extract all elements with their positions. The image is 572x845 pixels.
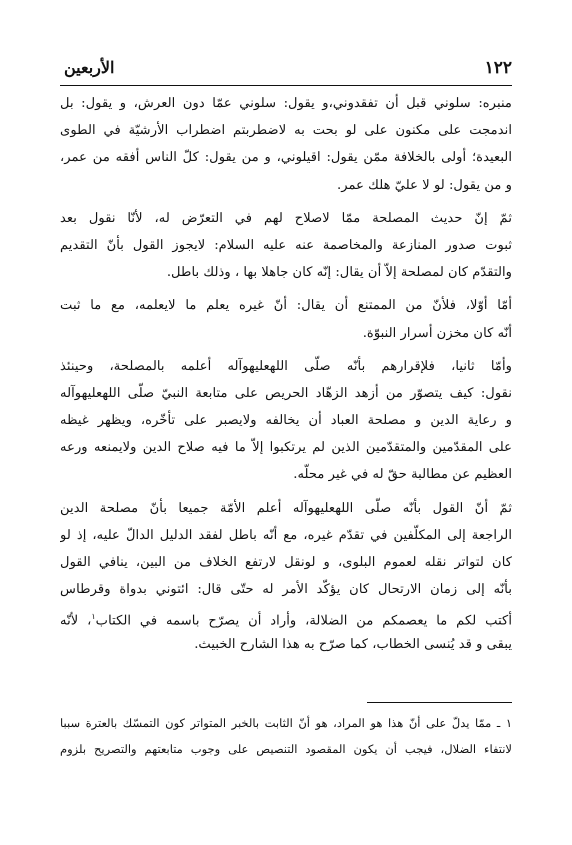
text-line: الراجعة إلى المكلّفين في تقدّم غيره، مع أنّه باطل لفقد الدليل الدالّ عليه، إذ لو	[60, 527, 512, 543]
footnote-rule	[367, 702, 512, 703]
footnote-marker: ١	[91, 612, 96, 622]
footnotes	[60, 710, 512, 762]
text-line: ثبوت صدور المنازعة والمخاصمة عنه عليه السلام: لايجوز القول بأنّ التقديم	[60, 237, 512, 253]
text-line: أنّه كان مخزن أسرار النبوّة.	[362, 325, 512, 341]
text-line: أكتب لكم ما يعصمكم من الضلالة، وأراد أن يصرّح باسمه في الكتاب$^١$، لأنّه	[60, 612, 512, 629]
text-line: والتقدّم كان لمصلحة إلاّ أن يقال: إنّه كان جاهلا بها ، وذلك باطل.	[166, 265, 512, 281]
text-line: و رعاية الدين و مصلحة العباد أن يخالفه ولايصبر على تأخّره، ويظهر غيظه	[60, 413, 512, 429]
text-line: أمّا أوّلا، فلأنّ من الممتنع أن يقال: أنّ غيره يعلم ما لايعلمه، مع ما ثبت	[60, 298, 512, 314]
header-rule	[60, 85, 512, 86]
text-line: العظيم عن مطالبة حقّ له في غير محلّه.	[293, 467, 512, 483]
page-header	[60, 58, 512, 84]
text-line: و من يقول: لو لا عليّ هلك عمر.	[337, 177, 512, 193]
text-line: بأنّه إلى زمان الارتحال كان يؤكّد الأمر له حتّى قال: ائتوني بدواة وقرطاس	[60, 582, 512, 598]
text-line: وأمّا ثانيا، فلإقرارهم بأنّه صلّى اللهعليهوآله أعلمه بالمصلحة، وحينئذ	[60, 358, 512, 374]
text-line: كان لتواتر نقله لعموم البلوى، و لونقل لارتفع الخلاف من البين، ينافي القول	[60, 555, 512, 570]
text-line: اندمجت على مكنون على لو بحت به لاضطربتم اضطراب الأرشيّة في الطوى	[60, 123, 512, 139]
footnote-line: لانتفاء الضلال، فيجب أن يكون المقصود التنصيص على وجوب متابعتهم والتصريح بلزوم	[60, 742, 512, 756]
text-line: ثمّ أنّ القول بأنّه صلّى اللهعليهوآله أعلم الأمّة جميعا بأنّ مصلحة الدين	[60, 500, 512, 516]
text-line: يبقى و قد يُنسى الخطاب، كما صرّح به هذا الشارح الخبيث.	[194, 636, 512, 652]
text-line: على المقدّمين والمتقدّمين الذين لم يرتكبوا إلاّ ما فيه صلاح الدين ولايمنعه ورعه	[60, 440, 512, 456]
footnote-line: ١ ـ ممّا يدلّ على أنّ هذا هو المراد، هو أنّ الثابت بالخبر المتواتر كون التمسّك بالعترة سببا	[60, 716, 512, 730]
page-number: ١٢٢	[484, 58, 512, 78]
text-line: البعيدة؛ أولى بالخلافة ممّن يقول: اقيلوني، و من يقول: كلّ الناس أفقه من عمر،	[60, 150, 512, 166]
running-title: الأربعين	[64, 58, 115, 77]
book-page	[60, 0, 512, 845]
main-text	[60, 90, 512, 658]
text-line: نقول: كيف يتصوّر من أزهد الزهّاد الحريص على متابعة النبيّ صلّى اللهعليهوآله	[60, 385, 512, 401]
text-line: منبره: سلوني قبل أن تفقدوني،و يقول: سلوني عمّا دون العرش، و يقول: بل	[60, 96, 512, 111]
text-line: ثمّ إنّ حديث المصلحة ممّا لاصلاح لهم في التعرّض له، لأنّا نقول بعد	[60, 210, 512, 226]
